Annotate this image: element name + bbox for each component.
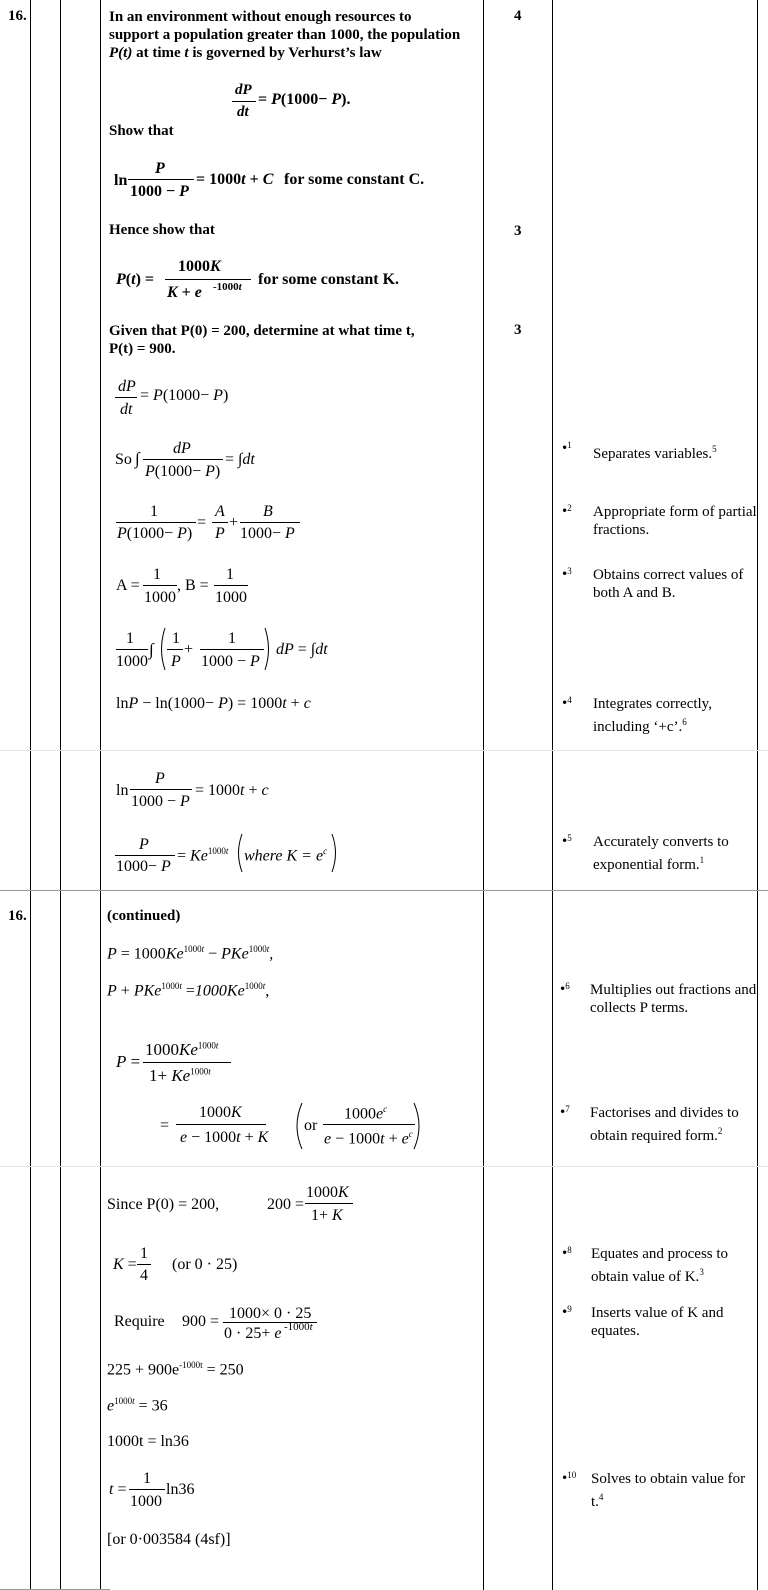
problem-line-3: P(t) at time t is governed by Verhurst’s law [109,45,382,61]
solution-step-integrated: lnP − ln(1000− P) = 1000t + c [116,695,311,712]
bullet-marker: •$^4$ [562,695,572,712]
note-inserts-k: Inserts value of K and equates. [591,1305,724,1339]
show-that-label: Show that [109,123,174,139]
bullet-marker: •$^{10}$ [562,1470,577,1487]
problem-line-1: In an environment without enough resources to [109,9,412,25]
marks-part-c: 3 [514,322,522,338]
solution-step-ln36: 1000t = ln36 [107,1433,189,1450]
solution-step-collect: $P + PKe^{1000t} =1000Ke^{1000t}$, [107,981,270,1000]
note-exponential-form: Accurately converts to exponential form.$^1$ [593,834,729,873]
question-number-continued: 16. [8,908,27,924]
note-integrates: Integrates correctly, including ‘+c’.$^6$ [593,696,712,735]
solution-step-expand: $P = 1000Ke^{1000t} - PKe^{1000t}$, [107,944,274,963]
note-coefficients: Obtains correct values of both A and B. [593,567,744,601]
bullet-marker: •$^7$ [560,1104,570,1121]
bullet-marker: •$^8$ [562,1245,572,1262]
continued-label: (continued) [107,908,181,924]
question-number: 16. [8,8,27,24]
note-solves-t: Solves to obtain value for t.$^4$ [591,1471,746,1510]
bullet-marker: •$^9$ [562,1304,572,1321]
bullet-marker: •$^1$ [562,440,572,457]
solution-step-225: $225 + 900e^{-1000t} = 250$ [107,1360,244,1379]
marks-part-a: 4 [514,8,522,24]
note-separates-variables: Separates variables.$^5$ [593,444,717,462]
note-factorises: Factorises and divides to obtain required form.$^2$ [590,1105,739,1144]
note-multiplies-out: Multiplies out fractions and collects P terms. [590,982,757,1016]
solution-step-4sf: [or 0·003584 (4sf)] [107,1531,231,1548]
problem-line-2: support a population greater than 1000, the population [109,27,461,43]
bullet-marker: •$^5$ [562,833,572,850]
bullet-marker: •$^6$ [560,981,570,998]
given-statement: Given that P(0) = 200, determine at what time t, P(t) = 900. [109,323,415,357]
bullet-marker: •$^2$ [562,503,572,520]
solution-step-e36: $e^{1000t} = 36$ [107,1396,168,1415]
note-partial-fractions: Appropriate form of partial fractions. [593,504,757,538]
bullet-marker: •$^3$ [562,566,572,583]
note-value-of-k: Equates and process to obtain value of K.$^3$ [591,1246,729,1285]
marks-part-b: 3 [514,223,522,239]
hence-show-label: Hence show that [109,222,215,238]
